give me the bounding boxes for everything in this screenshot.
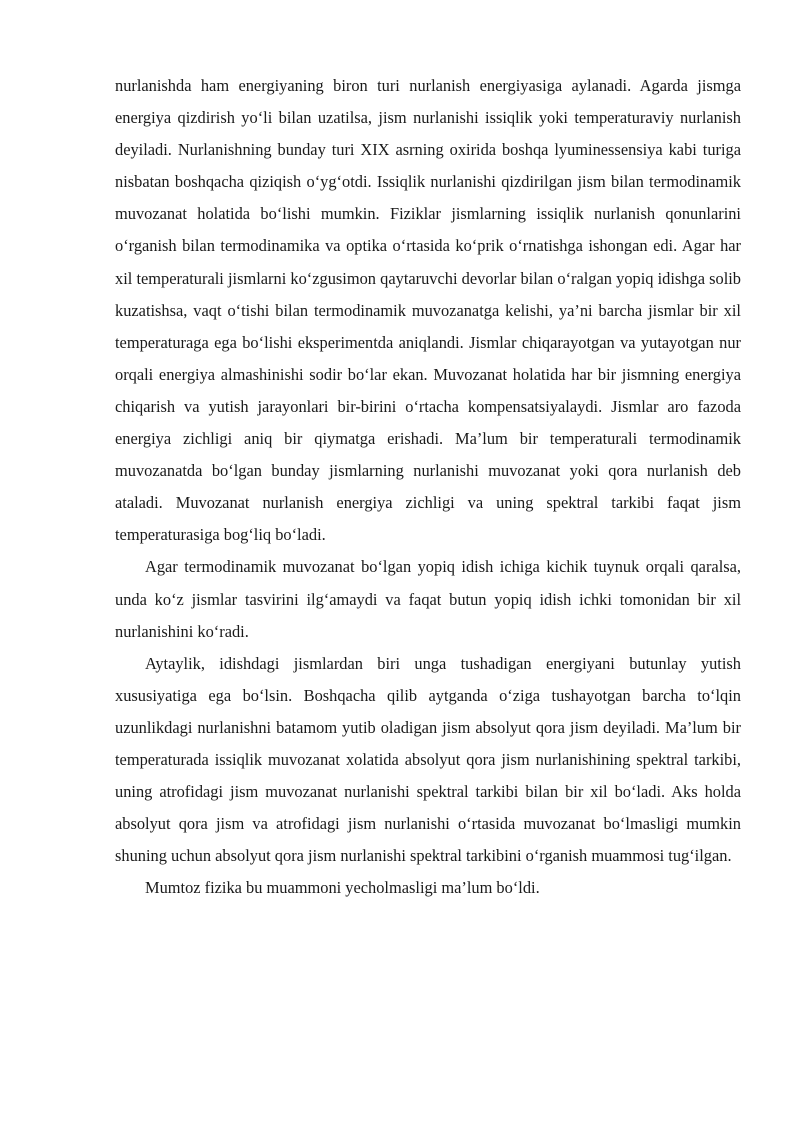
paragraph-classical-physics: Mumtoz fizika bu muammoni yecholmasligi ma’lum bo‘ldi. xyxy=(145,878,540,898)
paragraph-small-aperture: Agar termodinamik muvozanat bo‘lgan yopiq idish ichiga kichik tuynuk orqali qaralsa, unda ko‘z jismlar tasvirini ilg‘amaydi va faqat butun yopiq idish ichki tomonidan bir xil nurlanishini ko‘radi. xyxy=(115,557,741,641)
paragraph-continued: nurlanishda ham energiyaning biron turi nurlanish energiyasiga aylanadi. Agarda jismga energiya qizdirish yo‘li bilan uzatilsa, jism nurlanishi issiqlik yoki temperaturaviy nurlanish deyiladi. Nurlanishning bunday turi XIX asrning oxirida boshqa lyuminessensiya kabi turiga nisbatan boshqacha qiziqish o‘yg‘otdi. Issiqlik nurlanishi qizdirilgan jism bilan termodinamik muvozanat holatida bo‘lishi mumkin. Fiziklar jismlarning issiqlik nurlanish qonunlarini o‘rganish bilan termodinamika va optika o‘rtasida ko‘prik o‘rnatishga ishongan edi. Agar har xil temperaturali jismlarni ko‘zgusimon qaytaruvchi devorlar bilan o‘ralgan yopiq idishga solib kuzatishsa, vaqt o‘tishi bilan termodinamik muvozanatga kelishi, ya’ni barcha jismlar bir xil temperaturaga ega bo‘lishi eksperimentda aniqlandi. Jismlar chiqarayotgan va yutayotgan nur orqali energiya almashinishi sodir bo‘lar ekan. Muvozanat holatida har bir jismning energiya chiqarish va yutish jarayonlari bir-birini o‘rtacha kompensatsiyalaydi. Jismlar aro fazoda energiya zichligi aniq bir qiymatga erishadi. Ma’lum bir temperaturali termodinamik muvozanatda bo‘lgan bunday jismlarning nurlanishi muvozanat yoki qora nurlanish deb ataladi. Muvozanat nurlanish energiya zichligi va uning spektral tarkibi faqat jism temperaturasiga bog‘liq bo‘ladi. xyxy=(115,76,741,545)
paragraph-blackbody-definition: Aytaylik, idishdagi jismlardan biri unga tushadigan energiyani butunlay yutish xususiyatiga ega bo‘lsin. Boshqacha qilib aytganda o‘ziga tushayotgan barcha to‘lqin uzunlikdagi nurlanishni batamom yutib oladigan jism absolyut qora jism deyiladi. Ma’lum bir temperaturada issiqlik muvozanat xolatida absolyut qora jism nurlanishining spektral tarkibi, uning atrofidagi jism muvozanat nurlanishi spektral tarkibi bilan bir xil bo‘ladi. Aks holda absolyut qora jism va atrofidagi jism nurlanishi o‘rtasida muvozanat bo‘lmasligi mumkin shuning uchun absolyut qora jism nurlanishi spektral tarkibini o‘rganish muammosi tug‘ilgan. xyxy=(115,653,741,866)
document-page xyxy=(115,70,741,904)
